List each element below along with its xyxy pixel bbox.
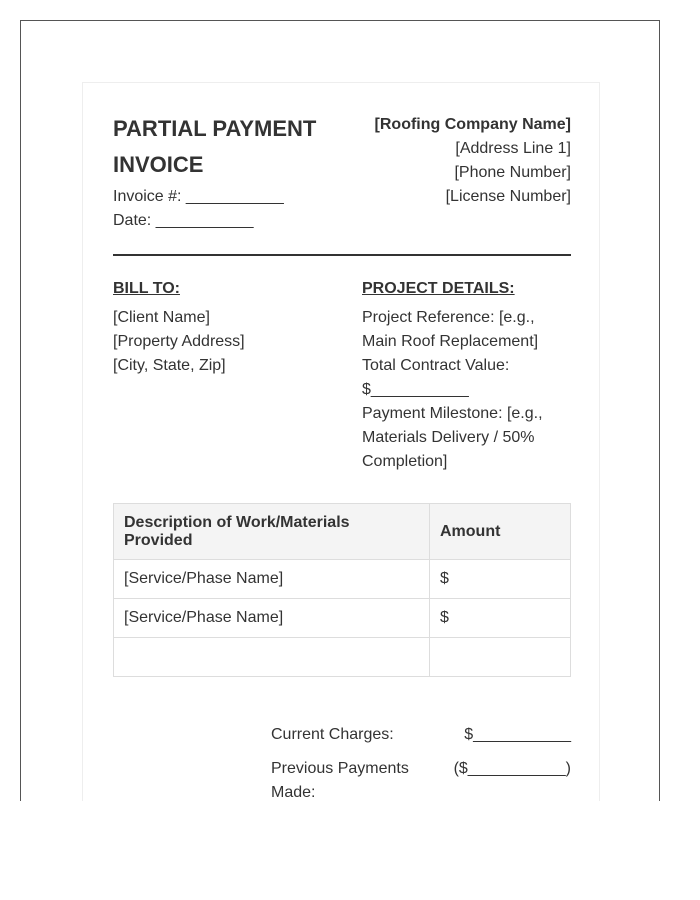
totals-section [271,723,571,801]
payment-milestone: Payment Milestone: [e.g., Materials Delivery / 50% Completion] [362,405,543,470]
property-address: [Property Address] [113,333,245,350]
current-charges-row [271,723,571,747]
current-charges-label: Current Charges: [271,726,394,743]
column-header-description: Description of Work/Materials Provided [114,504,430,560]
row-amount: $ [430,599,571,638]
table-row [114,638,571,677]
company-phone: [Phone Number] [454,164,571,181]
row-amount: $ [430,560,571,599]
invoice-date-field: Date: ___________ [113,212,254,229]
row-description [114,638,430,677]
row-description: [Service/Phase Name] [114,599,430,638]
row-description: [Service/Phase Name] [114,560,430,599]
current-charges-value: $___________ [464,726,571,743]
invoice-sheet [82,82,600,801]
project-details-block [362,277,572,474]
project-reference: Project Reference: [e.g., Main Roof Replacement] [362,309,539,350]
invoice-title [113,111,363,183]
bill-to-heading: BILL TO: [113,280,180,297]
previous-payments-value: ($___________) [453,760,571,777]
invoice-content [113,83,571,801]
total-contract-value: Total Contract Value: $___________ [362,357,510,398]
column-header-amount: Amount [430,504,571,560]
line-items-table [113,503,571,677]
company-license: [License Number] [445,188,571,205]
table-row [114,560,571,599]
bill-to-block [113,277,333,378]
info-section [113,255,571,503]
invoice-title-line1: PARTIAL PAYMENT [113,116,317,141]
company-address: [Address Line 1] [455,140,571,157]
previous-payments-row [271,757,571,801]
invoice-title-line2: INVOICE [113,152,204,177]
table-row [114,599,571,638]
company-info [371,113,571,209]
project-details-heading: PROJECT DETAILS: [362,280,515,297]
row-amount [430,638,571,677]
invoice-header [113,83,571,255]
company-name: [Roofing Company Name] [374,116,571,133]
client-name: [Client Name] [113,309,210,326]
table-header-row [114,504,571,560]
invoice-meta [113,185,284,233]
invoice-number-field: Invoice #: ___________ [113,188,284,205]
previous-payments-label: Previous Payments Made: [271,760,409,801]
document-viewport [20,20,660,801]
city-state-zip: [City, State, Zip] [113,357,226,374]
